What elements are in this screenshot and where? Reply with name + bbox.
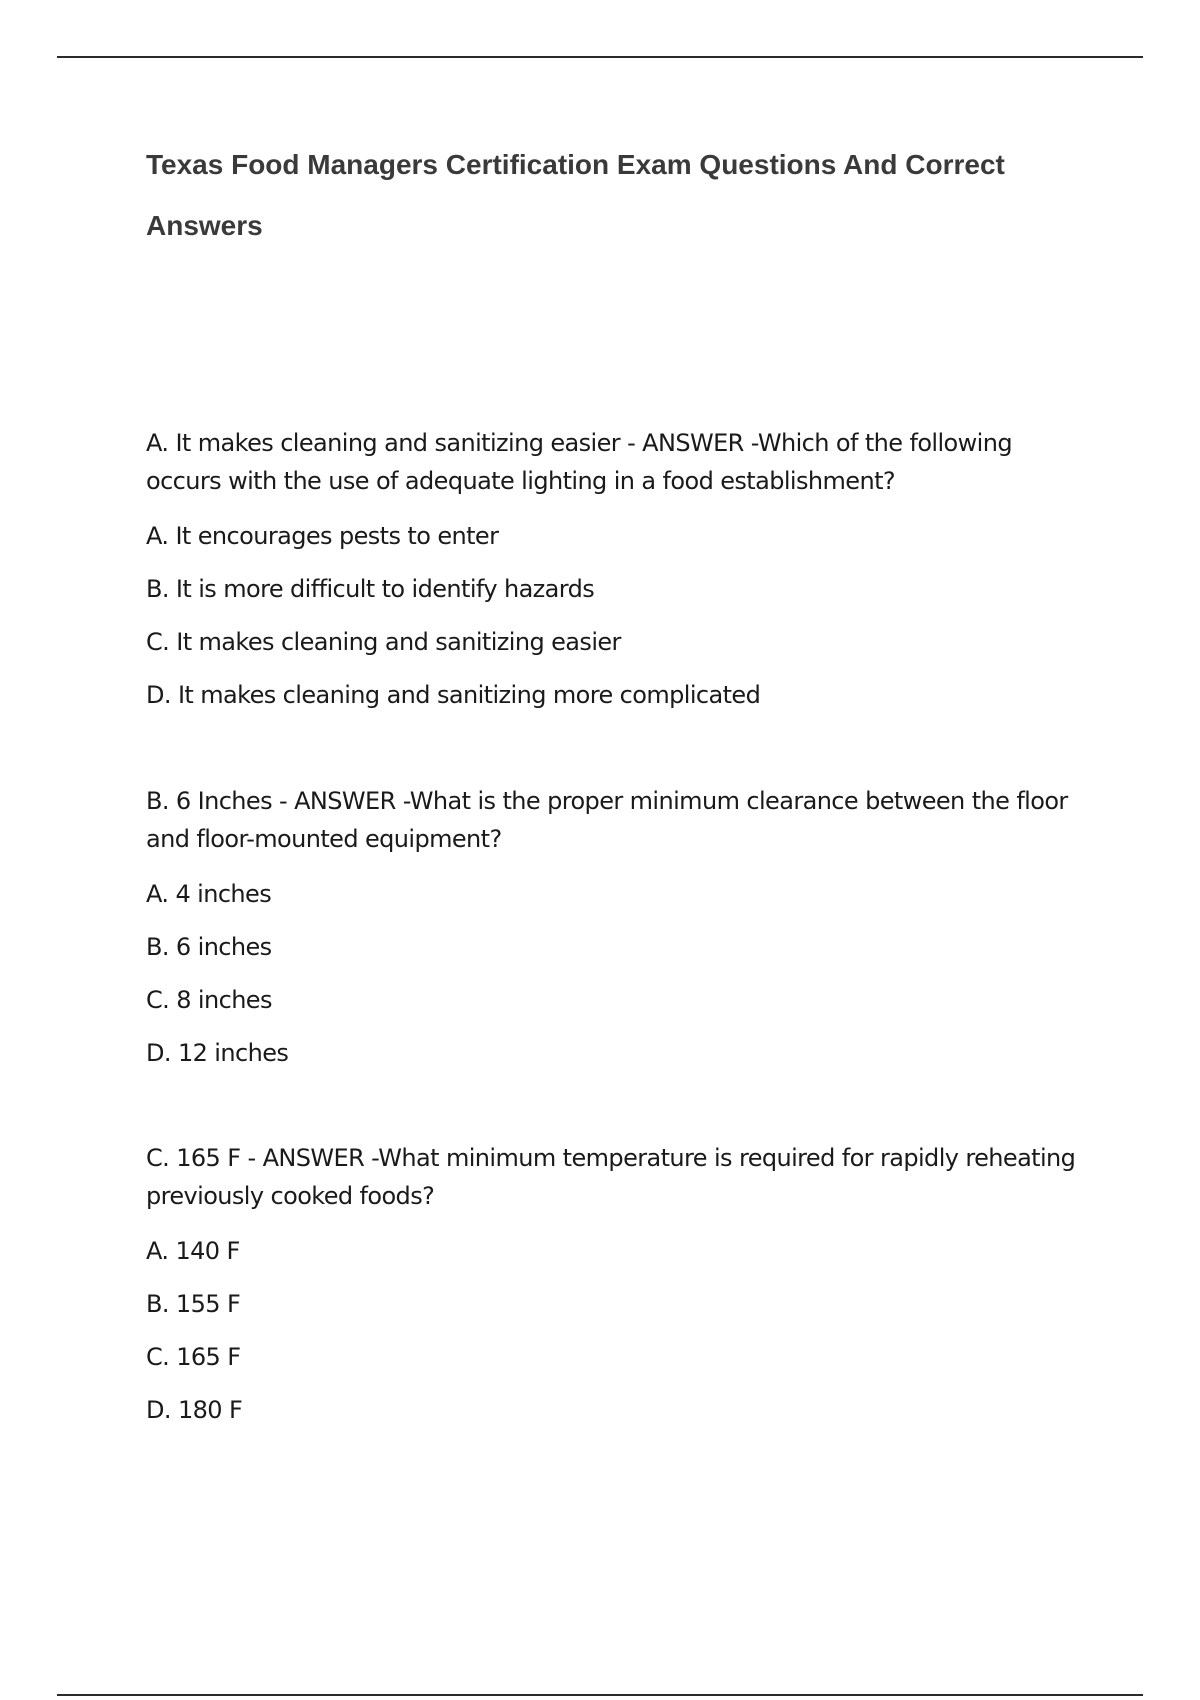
answer-option: B. 6 inches bbox=[146, 933, 272, 961]
question-text: A. It makes cleaning and sanitizing easier - ANSWER -Which of the following occurs with the use of adequate lighting in a food establishment? bbox=[146, 429, 1012, 495]
answer-option: D. 12 inches bbox=[146, 1039, 289, 1067]
header-rule bbox=[57, 56, 1143, 58]
question-block bbox=[146, 1139, 1086, 1437]
answer-option: A. It encourages pests to enter bbox=[146, 522, 499, 550]
question-text: B. 6 Inches - ANSWER -What is the proper minimum clearance between the floor and floor-mounted equipment? bbox=[146, 787, 1068, 853]
page-title: Texas Food Managers Certification Exam Questions And Correct Answers bbox=[146, 149, 1005, 241]
question-text: C. 165 F - ANSWER -What minimum temperature is required for rapidly reheating previously cooked foods? bbox=[146, 1144, 1076, 1210]
question-block bbox=[146, 424, 1086, 722]
answer-option: A. 140 F bbox=[146, 1237, 240, 1265]
answer-option: C. 165 F bbox=[146, 1343, 241, 1371]
answer-option: B. 155 F bbox=[146, 1290, 241, 1318]
answer-option: B. It is more difficult to identify hazards bbox=[146, 575, 595, 603]
footer-rule bbox=[57, 1694, 1143, 1696]
answer-option: C. It makes cleaning and sanitizing easier bbox=[146, 628, 621, 656]
answer-option: C. 8 inches bbox=[146, 986, 272, 1014]
answer-option: D. 180 F bbox=[146, 1396, 243, 1424]
question-block bbox=[146, 782, 1086, 1080]
answer-option: A. 4 inches bbox=[146, 880, 272, 908]
answer-option: D. It makes cleaning and sanitizing more complicated bbox=[146, 681, 761, 709]
